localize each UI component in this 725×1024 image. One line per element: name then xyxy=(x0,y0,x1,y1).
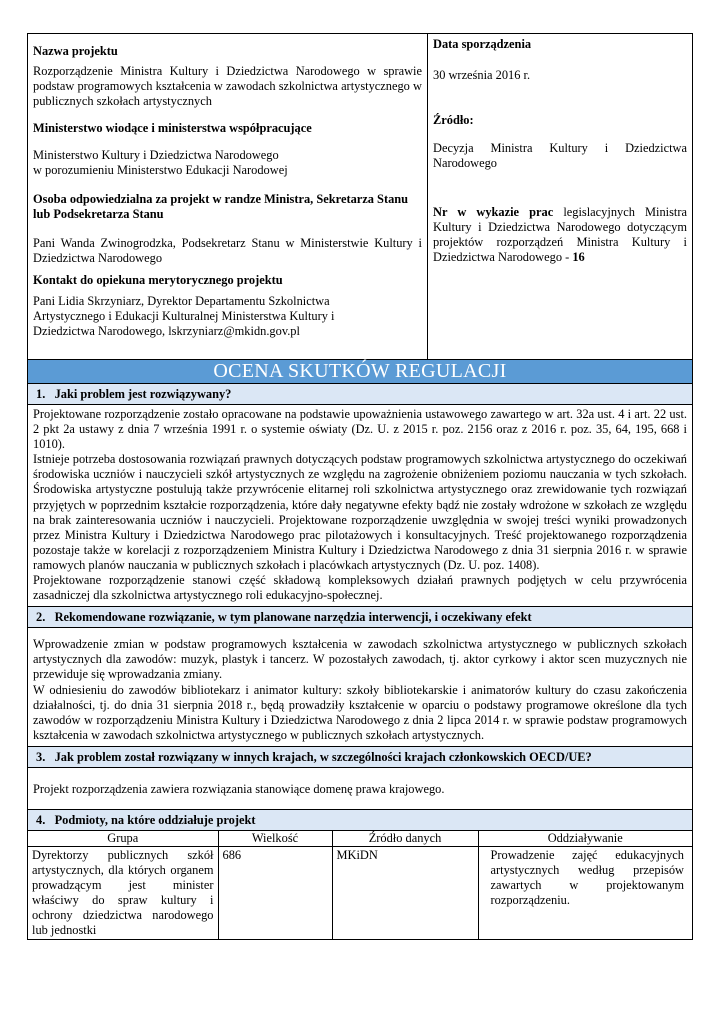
group-cell: Dyrektorzy publicznych szkół artystycznych, dla których organem prowadzącym jest minister właściwy do spraw kultury i ochrony dziedzictwa narodowego lub jednostki xyxy=(28,846,218,939)
contact-line-2: Artystycznego i Edukacji Kulturalnej Ministerstwa Kultury i xyxy=(33,309,335,323)
osr-form xyxy=(27,33,693,940)
list-entry xyxy=(433,205,687,265)
section-2-paragraph-1: Wprowadzenie zmian w podstaw programowych kształcenia w zawodach szkolnictwa artystycznego w publicznych szkołach artystycznych dla zawodów: muzyk, plastyk i tancerz. W pozostałych zawodach, tj. aktor cyrkowy i aktor scen muzycznych nie przewiduje się wprowadzania zmiany. xyxy=(33,637,687,682)
section-1-title: 1. Jaki problem jest rozwiązywany? xyxy=(28,384,692,405)
contact-line-3: Dziedzictwa Narodowego, lskrzyniarz@mkidn.gov.pl xyxy=(33,324,300,338)
section-1-paragraph-2: Istnieje potrzeba dostosowania rozwiązań prawnych dotyczących podstaw programowych szkolnictwa artystycznego do oczekiwań środowiska uczniów i nauczycieli szkół artystycznych ze względu na zagrożenie obniżeniem poziomu nauczania w tych szkołach. Środowiska artystyczne postulują także przywrócenie elitarnej roli szkolnictwa artystycznego oraz zrewidowanie tych rozwiązań przyjętych w poprzednim kształcie rozporządzenia, które dały negatywne efekty bądź nie zostały wdrożone w szkołach ze względu na brak zainteresowania uczniów i nauczycieli. Projektowane rozporządzenie uwzględnia w swojej treści wyniki prowadzonych przez Ministra Kultury i Dziedzictwa Narodowego prac pilotażowych i konsultacyjnych. Treść projektowanego rozporządzenia pozostaje także w korelacji z rozporządzeniem Ministra Kultury i Dziedzictwa Narodowego z dnia 31 sierpnia 2016 r. w sprawie ramowych planów nauczania w publicznych szkołach i placówkach artystycznych (Dz. U. poz. 1408). xyxy=(33,452,687,572)
project-name: Rozporządzenie Ministra Kultury i Dziedzictwa Narodowego w sprawie podstaw programowych kształcenia w zawodach szkolnictwa artystycznego w publicznych szkołach artystycznych xyxy=(33,64,422,108)
section-1-paragraph-1: Projektowane rozporządzenie zostało opracowane na podstawie upoważnienia ustawowego zawartego w art. 32a ust. 4 i art. 22 ust. 2 pkt 2a ustawy z dnia 7 września 1991 r. o systemie oświaty (Dz. U. z 2015 r. poz. 2156 oraz z 2016 r. poz. 35, 64, 195, 668 i 1010). xyxy=(33,407,687,452)
header-left-column xyxy=(28,34,428,359)
column-header-impact: Oddziaływanie xyxy=(478,831,692,847)
ministry-label: Ministerstwo wiodące i ministerstwa współpracujące xyxy=(33,121,312,135)
project-name-label: Nazwa projektu xyxy=(33,44,118,58)
column-header-source: Źródło danych xyxy=(332,831,478,847)
ministry-line-2: w porozumieniu Ministerstwo Edukacji Narodowej xyxy=(33,163,288,177)
table-row xyxy=(28,846,692,939)
date-label: Data sporządzenia xyxy=(433,37,532,51)
list-label: Nr w wykazie prac xyxy=(433,205,554,219)
column-header-group: Grupa xyxy=(28,831,218,847)
section-4-title: 4. Podmioty, na które oddziałuje projekt xyxy=(28,810,692,831)
source-cell: MKiDN xyxy=(332,846,478,939)
source-label: Źródło: xyxy=(433,113,474,127)
section-2-paragraph-2: W odniesieniu do zawodów bibliotekarz i animator kultury: szkoły bibliotekarskie i animatorów kultury do czasu zakończenia działalności, tj. do dnia 31 sierpnia 2018 r., będą prowadziły kształcenie w oparciu o podstawy programowe określone dla tych zawodów w rozporządzeniu Ministra Kultury i Dziedzictwa Narodowego z dnia 2 lipca 2014 r. w sprawie podstaw programowych kształcenia w zawodach szkolnictwa artystycznego w publicznych szkołach artystycznych. xyxy=(33,682,687,742)
section-3-title: 3. Jak problem został rozwiązany w innych krajach, w szczególności krajach członkowskich OECD/UE? xyxy=(28,747,692,768)
groups-table xyxy=(28,831,692,939)
responsible-label: Osoba odpowiedzialna za projekt w randze Ministra, Sekretarza Stanu lub Podsekretarza Stanu xyxy=(33,192,409,221)
size-cell: 686 xyxy=(218,846,332,939)
contact-line-1: Pani Lidia Skrzyniarz, Dyrektor Departamentu Szkolnictwa xyxy=(33,294,330,308)
section-3-paragraph-1: Projekt rozporządzenia zawiera rozwiązania stanowiące domenę prawa krajowego. xyxy=(33,781,445,796)
column-header-size: Wielkość xyxy=(218,831,332,847)
osr-banner: OCENA SKUTKÓW REGULACJI xyxy=(28,359,692,384)
list-text: legislacyjnych Ministra Kultury i Dziedzictwa Narodowego dotyczącym projektów rozporządzeń Ministra Kultury i Dziedzictwa Narodowego - xyxy=(433,205,687,264)
ministry-line-1: Ministerstwo Kultury i Dziedzictwa Narodowego xyxy=(33,148,279,162)
groups-table-header-row xyxy=(28,831,692,847)
section-1-body xyxy=(28,405,692,607)
header-right-column xyxy=(428,34,692,359)
section-2-body xyxy=(28,628,692,747)
list-number: 16 xyxy=(572,250,585,264)
contact-label: Kontakt do opiekuna merytorycznego projektu xyxy=(33,273,283,287)
source-value: Decyzja Ministra Kultury i Dziedzictwa Narodowego xyxy=(433,141,687,170)
section-3-body xyxy=(28,768,692,810)
section-2-title: 2. Rekomendowane rozwiązanie, w tym planowane narzędzia interwencji, i oczekiwany efekt xyxy=(28,607,692,628)
impact-cell: Prowadzenie zajęć edukacyjnych artystycznych według przepisów zawartych w projektowanym rozporządzeniu. xyxy=(490,847,684,907)
section-1-paragraph-3: Projektowane rozporządzenie stanowi część składową kompleksowych działań prawnych podjętych w celu przywrócenia zasadniczej dla szkolnictwa artystycznego roli edukacyjno-społecznej. xyxy=(33,573,687,603)
responsible-person: Pani Wanda Zwinogrodzka, Podsekretarz Stanu w Ministerstwie Kultury i Dziedzictwa Narodowego xyxy=(33,236,422,265)
header-block xyxy=(28,34,692,359)
date-value: 30 września 2016 r. xyxy=(433,68,531,82)
